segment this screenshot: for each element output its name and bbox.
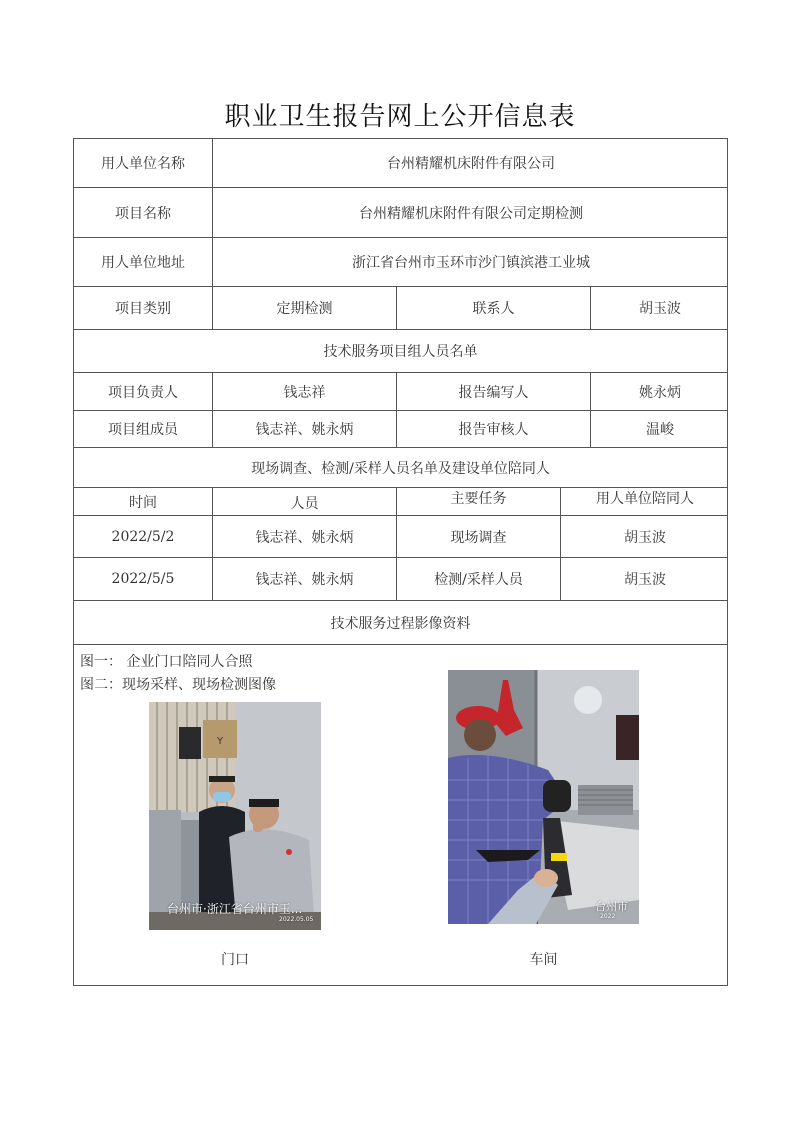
- figure-1-label: 图一： 企业门口陪同人合照: [80, 654, 253, 670]
- images-section-title: 技术服务过程影像资料: [330, 615, 471, 632]
- svg-text:Y: Y: [216, 736, 224, 747]
- writer-label: 报告编写人: [397, 373, 591, 410]
- workshop-photo-date: 2022: [600, 913, 616, 920]
- reviewer-label: 报告审核人: [397, 411, 591, 447]
- workshop-photo-image: [448, 670, 639, 924]
- project-name-row: [74, 188, 727, 238]
- team-section-row: [74, 330, 727, 373]
- survey-personnel: 钱志祥、姚永炳: [213, 516, 397, 557]
- survey-section-title: 现场调查、检测/采样人员名单及建设单位陪同人: [251, 460, 550, 477]
- survey-row: [74, 516, 727, 558]
- survey-task: 现场调查: [397, 516, 561, 557]
- address-row: [74, 238, 727, 287]
- survey-task: 检测/采样人员: [397, 558, 561, 600]
- leader-row: [74, 373, 727, 411]
- header-accompanying: 用人单位陪同人: [596, 491, 694, 507]
- project-name-label: 项目名称: [74, 188, 213, 237]
- survey-date: 2022/5/5: [74, 558, 213, 600]
- members-value: 钱志祥、姚永炳: [213, 411, 397, 447]
- members-label: 项目组成员: [74, 411, 213, 447]
- survey-section-row: [74, 448, 727, 488]
- survey-accompanying: 胡玉波: [624, 572, 666, 588]
- entrance-photo-watermark: 台州市·浙江省台州市玉...: [167, 902, 303, 916]
- employer-name-label: 用人单位名称: [74, 139, 213, 187]
- survey-row: [74, 558, 727, 601]
- contact-label: 联系人: [397, 287, 591, 329]
- figure-2-label: 图二：现场采样、现场检测图像: [80, 677, 276, 693]
- info-table: [73, 138, 728, 986]
- employer-name-value: 台州精耀机床附件有限公司: [387, 156, 555, 172]
- reviewer-value: 温峻: [646, 422, 674, 438]
- category-label: 项目类别: [74, 287, 213, 329]
- leader-label: 项目负责人: [74, 373, 213, 410]
- workshop-photo-watermark: 台州市: [595, 900, 628, 913]
- entrance-photo-date: 2022.05.05: [279, 916, 314, 923]
- entrance-photo: [149, 702, 321, 930]
- entrance-photo-image: [149, 702, 321, 930]
- leader-value: 钱志祥: [213, 373, 397, 410]
- entrance-photo-caption: 门口: [221, 952, 249, 968]
- contact-value: 胡玉波: [639, 301, 681, 317]
- header-time: 时间: [74, 488, 213, 515]
- survey-personnel: 钱志祥、姚永炳: [213, 558, 397, 600]
- workshop-photo-caption: 车间: [529, 952, 558, 968]
- employer-name-row: [74, 139, 727, 188]
- survey-accompanying: 胡玉波: [624, 529, 666, 546]
- address-value: 浙江省台州市玉环市沙门镇滨港工业城: [352, 255, 590, 271]
- survey-header-row: [74, 488, 727, 516]
- workshop-photo: [448, 670, 639, 924]
- members-row: [74, 411, 727, 448]
- address-label: 用人单位地址: [74, 238, 213, 286]
- project-name-value: 台州精耀机床附件有限公司定期检测: [359, 205, 583, 222]
- header-personnel: 人员: [213, 488, 397, 515]
- header-main-task: 主要任务: [397, 488, 561, 515]
- images-section-row: [74, 601, 727, 645]
- category-row: [74, 287, 727, 330]
- survey-date: 2022/5/2: [74, 516, 213, 557]
- category-value: 定期检测: [213, 287, 397, 329]
- images-area: [74, 645, 727, 987]
- writer-value: 姚永炳: [639, 384, 681, 401]
- page-title: 职业卫生报告网上公开信息表: [224, 102, 576, 132]
- team-section-title: 技术服务项目组人员名单: [323, 344, 478, 360]
